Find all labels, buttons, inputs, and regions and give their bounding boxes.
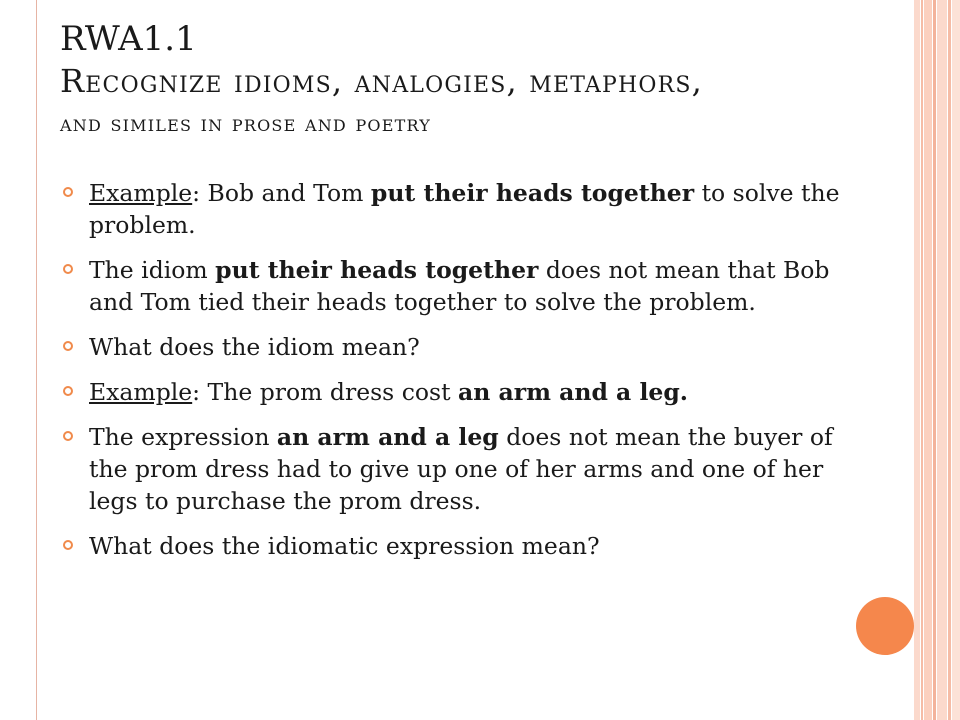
bullet-list — [60, 177, 840, 575]
bullet-ring-icon — [63, 264, 73, 274]
bullet-text: What does the idiom mean? — [89, 333, 420, 361]
bullet-ring-icon — [63, 341, 73, 351]
title-line-3: and similes in prose and poetry — [60, 111, 432, 137]
bullet-text: The expression — [89, 423, 277, 451]
bullet-text: The idiom — [89, 256, 216, 284]
idiom-highlight: an arm and a leg. — [457, 378, 688, 406]
bullet-example-2 — [60, 376, 840, 408]
bullet-explanation-2 — [60, 421, 840, 517]
title-code: RWA1.1 — [60, 19, 197, 59]
bullet-text: : The prom dress cost — [192, 378, 458, 406]
bullet-text: What does the idiomatic expression mean? — [89, 532, 600, 560]
title-line-2: Recognize idioms, analogies, metaphors, — [60, 62, 704, 100]
bullet-text: does not mean the buyer of the prom dress had to give up one of her arms and one of her legs to purchase the prom dress. — [89, 423, 833, 515]
slide-title — [60, 18, 703, 146]
decorative-stripes — [914, 0, 960, 720]
decorative-circle — [856, 597, 914, 655]
bullet-question-2 — [60, 530, 840, 562]
idiom-highlight: put their heads together — [370, 179, 695, 207]
bullet-text: does not mean that Bob and Tom tied their heads together to solve the problem. — [89, 256, 830, 316]
bullet-explanation-1 — [60, 254, 840, 318]
bullet-question-1 — [60, 331, 840, 363]
bullet-text: : Bob and Tom — [192, 179, 371, 207]
idiom-highlight: put their heads together — [215, 256, 539, 284]
bullet-text: to solve the problem. — [89, 179, 840, 239]
bullet-ring-icon — [63, 540, 73, 550]
bullet-ring-icon — [63, 431, 73, 441]
example-label: Example — [89, 179, 193, 207]
bullet-ring-icon — [63, 386, 73, 396]
idiom-highlight: an arm and a leg — [276, 423, 499, 451]
bullet-example-1 — [60, 177, 840, 241]
bullet-ring-icon — [63, 187, 73, 197]
example-label: Example — [89, 378, 193, 406]
